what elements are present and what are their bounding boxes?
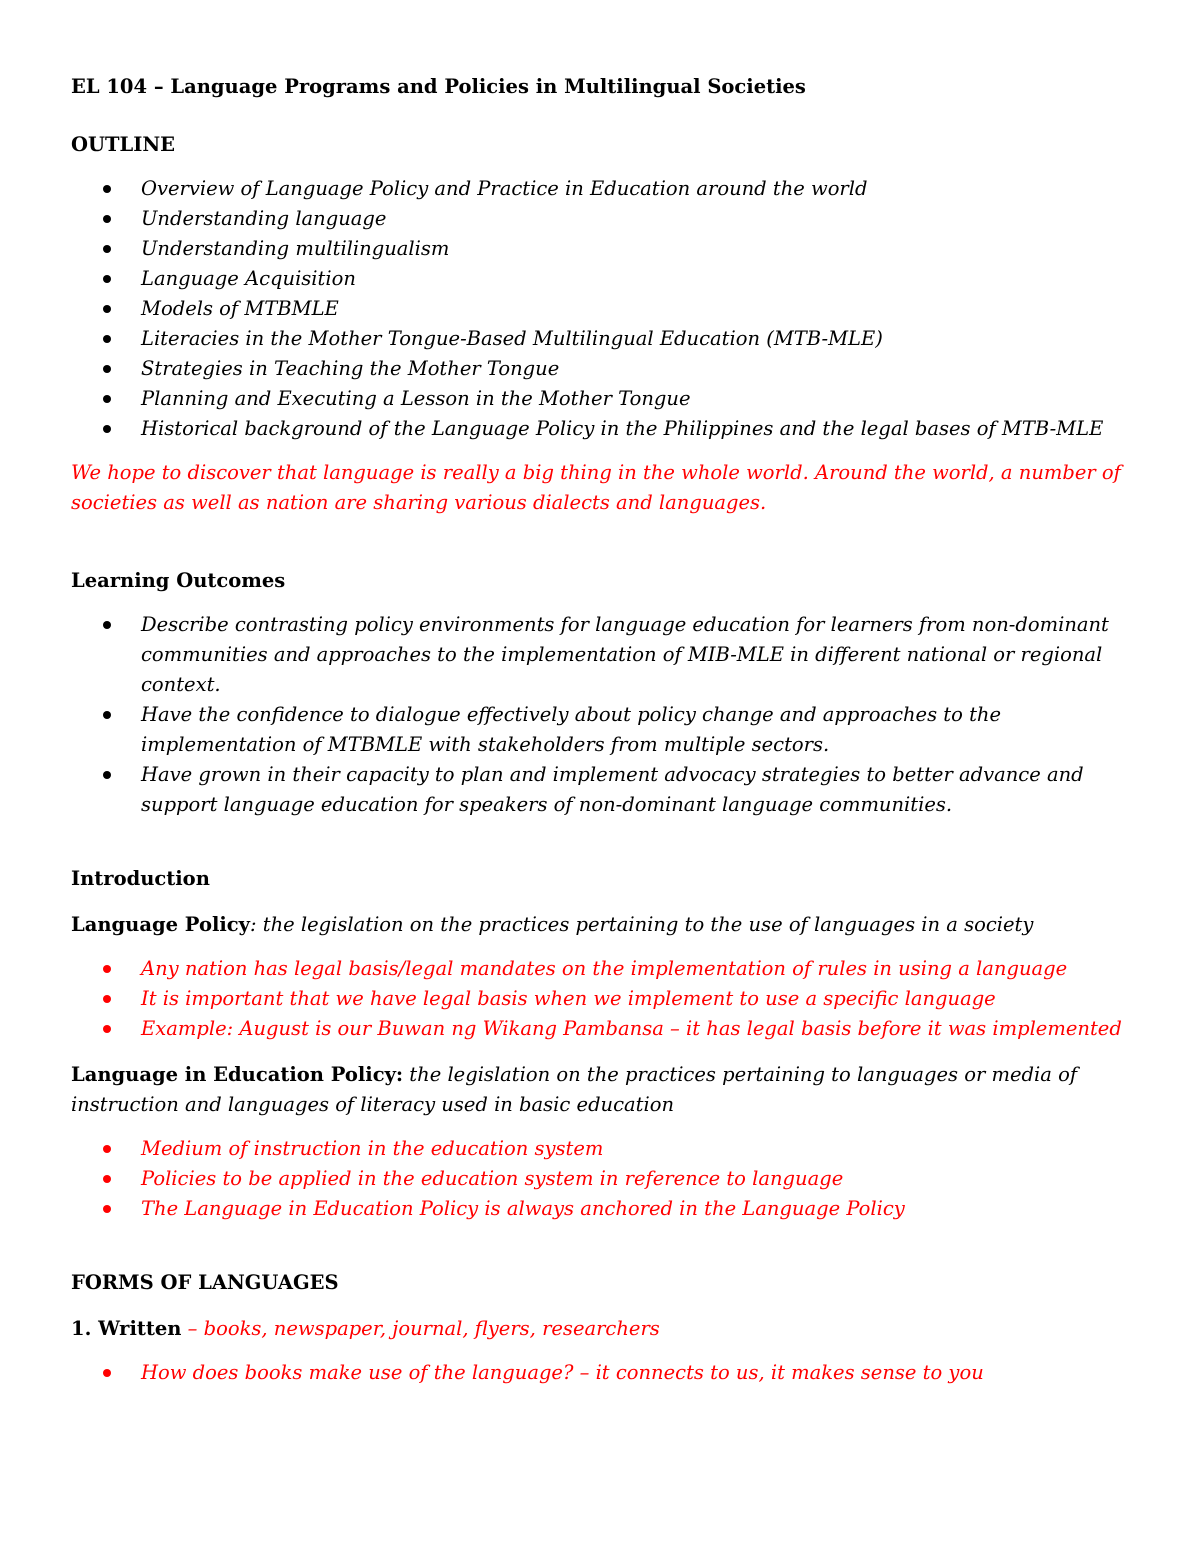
bullet-icon bbox=[103, 965, 111, 973]
list-item: Language Acquisition bbox=[71, 264, 1131, 294]
list-item: It is important that we have legal basis when we implement to use a specific language bbox=[71, 984, 1131, 1014]
learning-outcomes-heading: Learning Outcomes bbox=[71, 569, 286, 592]
document-title: EL 104 – Language Programs and Policies in Multilingual Societies bbox=[71, 75, 806, 98]
language-policy-definition bbox=[71, 910, 1131, 940]
bullet-icon bbox=[103, 365, 111, 373]
language-policy-notes bbox=[71, 954, 1131, 1044]
bullet-icon bbox=[103, 245, 111, 253]
bullet-icon bbox=[103, 1205, 111, 1213]
bullet-icon bbox=[103, 335, 111, 343]
list-item: Describe contrasting policy environments for language education for learners from non-dominant communities and approaches to the implementation of MIB-MLE in different national or regional context. bbox=[71, 610, 1131, 700]
list-item: Understanding multilingualism bbox=[71, 234, 1131, 264]
outline-heading: OUTLINE bbox=[71, 133, 176, 156]
education-policy-notes bbox=[71, 1134, 1131, 1224]
list-item: Overview of Language Policy and Practice in Education around the world bbox=[71, 174, 1131, 204]
bullet-icon bbox=[103, 305, 111, 313]
introduction-heading: Introduction bbox=[71, 867, 210, 890]
outline-note: We hope to discover that language is really a big thing in the whole world. Around the world, a number of societies as well as nation are sharing various dialects and languages. bbox=[71, 461, 1121, 514]
written-examples: books, newspaper, journal, flyers, researchers bbox=[203, 1317, 660, 1340]
list-item: Models of MTBMLE bbox=[71, 294, 1131, 324]
bullet-icon bbox=[103, 395, 111, 403]
list-item: Medium of instruction in the education system bbox=[71, 1134, 1131, 1164]
education-policy-text: the legislation on the practices pertaining to languages or media of instruction and languages of literacy used in basic education bbox=[71, 1063, 1078, 1116]
learning-outcomes-list bbox=[71, 610, 1131, 820]
bullet-icon bbox=[103, 771, 111, 779]
document-page bbox=[71, 72, 1131, 1388]
list-item: Understanding language bbox=[71, 204, 1131, 234]
written-label: 1. Written bbox=[71, 1317, 182, 1340]
bullet-icon bbox=[103, 185, 111, 193]
education-policy-term: Language in Education Policy: bbox=[71, 1063, 404, 1086]
forms-heading: FORMS OF LANGUAGES bbox=[71, 1271, 339, 1294]
bullet-icon bbox=[103, 711, 111, 719]
bullet-icon bbox=[103, 1025, 111, 1033]
bullet-icon bbox=[103, 995, 111, 1003]
bullet-icon bbox=[103, 1369, 111, 1377]
list-item: Policies to be applied in the education system in reference to language bbox=[71, 1164, 1131, 1194]
bullet-icon bbox=[103, 1145, 111, 1153]
list-item: The Language in Education Policy is always anchored in the Language Policy bbox=[71, 1194, 1131, 1224]
bullet-icon bbox=[103, 425, 111, 433]
education-policy-definition bbox=[71, 1060, 1131, 1120]
list-item: Any nation has legal basis/legal mandates on the implementation of rules in using a language bbox=[71, 954, 1131, 984]
list-item: Have grown in their capacity to plan and implement advocacy strategies to better advance and support language education for speakers of non-dominant language communities. bbox=[71, 760, 1131, 820]
bullet-icon bbox=[103, 275, 111, 283]
list-item: How does books make use of the language? – it connects to us, it makes sense to you bbox=[71, 1358, 1131, 1388]
written-form bbox=[71, 1314, 1131, 1344]
list-item: Literacies in the Mother Tongue-Based Multilingual Education (MTB-MLE) bbox=[71, 324, 1131, 354]
list-item: Historical background of the Language Policy in the Philippines and the legal bases of MTB-MLE bbox=[71, 414, 1131, 444]
bullet-icon bbox=[103, 1175, 111, 1183]
written-dash: – bbox=[181, 1317, 204, 1340]
list-item: Strategies in Teaching the Mother Tongue bbox=[71, 354, 1131, 384]
bullet-icon bbox=[103, 621, 111, 629]
list-item: Planning and Executing a Lesson in the Mother Tongue bbox=[71, 384, 1131, 414]
language-policy-term: Language Policy bbox=[71, 913, 250, 936]
list-item: Example: August is our Buwan ng Wikang Pambansa – it has legal basis before it was implemented bbox=[71, 1014, 1131, 1044]
written-notes bbox=[71, 1358, 1131, 1388]
bullet-icon bbox=[103, 215, 111, 223]
language-policy-text: : the legislation on the practices pertaining to the use of languages in a society bbox=[249, 913, 1034, 936]
list-item: Have the confidence to dialogue effectively about policy change and approaches to the implementation of MTBMLE with stakeholders from multiple sectors. bbox=[71, 700, 1131, 760]
outline-list bbox=[71, 174, 1131, 444]
